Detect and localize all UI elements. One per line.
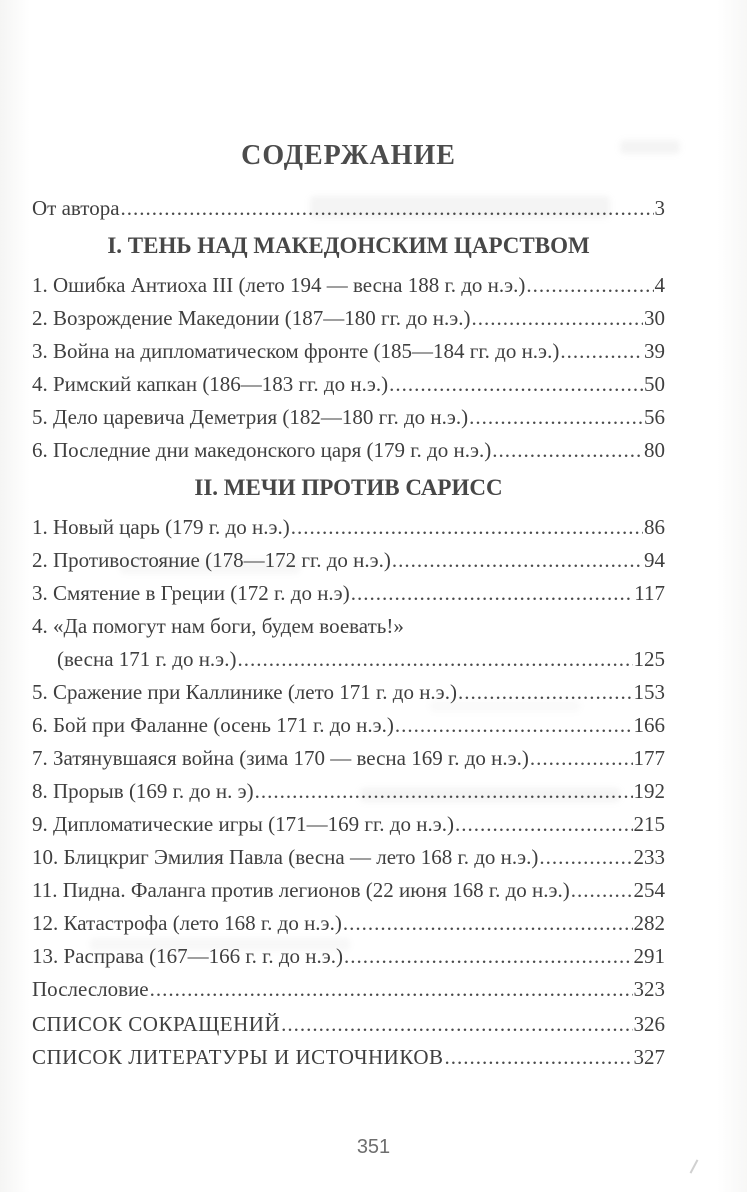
toc-entry-page: 4 — [654, 273, 665, 297]
toc-entry — [32, 977, 665, 1002]
toc-entry — [32, 405, 665, 430]
dot-leader — [150, 977, 633, 1002]
toc-entry — [32, 273, 665, 298]
toc-entry — [32, 944, 665, 969]
toc-entry — [32, 548, 665, 573]
toc-entry-page: 254 — [633, 878, 665, 902]
section-heading: I. ТЕНЬ НАД МАКЕДОНСКИМ ЦАРСТВОМ — [107, 233, 590, 258]
toc-entry-page: 153 — [633, 680, 665, 704]
toc-entry-page: 50 — [644, 372, 665, 396]
dot-leader — [291, 515, 643, 540]
table-of-contents — [32, 140, 665, 1078]
section-heading: II. МЕЧИ ПРОТИВ САРИСС — [194, 475, 503, 500]
toc-entry-page: 233 — [633, 845, 665, 869]
toc-entry-label: 4. Римский капкан (186—183 гг. до н.э.) — [32, 372, 389, 396]
dot-leader — [389, 372, 643, 397]
dot-leader — [492, 438, 643, 463]
dot-leader — [445, 1045, 633, 1070]
toc-entry-label: 4. «Да помогут нам боги, будем воевать!» — [32, 614, 404, 638]
toc-entry-page: 327 — [633, 1045, 665, 1069]
toc-entry-label: 1. Ошибка Антиоха III (лето 194 — весна 188 г. до н.э.) — [32, 273, 526, 297]
toc-entry — [32, 911, 665, 936]
dot-leader — [343, 911, 633, 936]
toc-entry — [32, 647, 665, 672]
toc-entry — [32, 614, 665, 639]
toc-entry-page: 291 — [633, 944, 665, 968]
dot-leader — [530, 746, 633, 771]
toc-entry-label: 8. Прорыв (169 г. до н. э) — [32, 779, 254, 803]
dot-leader — [351, 581, 634, 606]
toc-entry-page: 3 — [654, 196, 665, 220]
toc-entry-page: 166 — [633, 713, 665, 737]
toc-entry-label: 3. Война на дипломатическом фронте (185—184 гг. до н.э.) — [32, 339, 560, 363]
toc-entry — [32, 812, 665, 837]
toc-entry — [32, 746, 665, 771]
toc-entry-label: 6. Последние дни македонского царя (179 г. до н.э.) — [32, 438, 492, 462]
dot-leader — [539, 845, 632, 870]
dot-leader — [255, 779, 633, 804]
toc-entry — [32, 438, 665, 463]
toc-entry-page: 56 — [644, 405, 665, 429]
dot-leader — [281, 1012, 632, 1037]
toc-entry — [32, 306, 665, 331]
toc-entry-label: 11. Пидна. Фаланга против легионов (22 июня 168 г. до н.э.) — [32, 878, 570, 902]
toc-entry-label: 9. Дипломатические игры (171—169 гг. до н.э.) — [32, 812, 454, 836]
dot-leader — [395, 713, 633, 738]
dot-leader — [472, 306, 644, 331]
appendix-list — [32, 1012, 665, 1070]
toc-entry-page: 192 — [633, 779, 665, 803]
toc-entry-page: 80 — [644, 438, 665, 462]
dot-leader — [455, 812, 633, 837]
dot-leader — [344, 944, 632, 969]
toc-entry — [32, 1012, 665, 1037]
toc-entry-label: 5. Дело царевича Деметрия (182—180 гг. до н.э.) — [32, 405, 469, 429]
toc-entry-label: (весна 171 г. до н.э.) — [57, 647, 237, 671]
toc-entry — [32, 196, 665, 221]
toc-entry-page: 30 — [644, 306, 665, 330]
toc-entry-page: 323 — [633, 977, 665, 1001]
scratch-artifact — [690, 1159, 699, 1173]
toc-entry — [32, 779, 665, 804]
toc-entry-label: 1. Новый царь (179 г. до н.э.) — [32, 515, 290, 539]
toc-entry — [32, 713, 665, 738]
dot-leader — [458, 680, 633, 705]
toc-entry — [32, 878, 665, 903]
dot-leader — [469, 405, 643, 430]
toc-body — [32, 196, 665, 1070]
toc-entry-label: 2. Противостояние (178—172 гг. до н.э.) — [32, 548, 391, 572]
toc-entry-page: 282 — [633, 911, 665, 935]
dot-leader — [571, 878, 633, 903]
dot-leader — [560, 339, 643, 364]
toc-entry-label: 6. Бой при Фаланне (осень 171 г. до н.э.) — [32, 713, 394, 737]
toc-entry — [32, 581, 665, 606]
toc-entry-label: Послесловие — [32, 977, 149, 1001]
dot-leader — [392, 548, 643, 573]
toc-entry-page: 117 — [634, 581, 665, 605]
toc-entry-label: СПИСОК СОКРАЩЕНИЙ — [32, 1012, 281, 1036]
toc-entry-page: 125 — [633, 647, 665, 671]
dot-leader — [121, 196, 654, 221]
toc-entry-page: 215 — [633, 812, 665, 836]
toc-entry-label: 3. Смятение в Греции (172 г. до н.э) — [32, 581, 350, 605]
toc-entry — [32, 680, 665, 705]
toc-entry-label: 7. Затянувшаяся война (зима 170 — весна 169 г. до н.э.) — [32, 746, 529, 770]
toc-entry — [32, 372, 665, 397]
toc-entry-page: 94 — [644, 548, 665, 572]
toc-entry — [32, 845, 665, 870]
toc-entry-label: 13. Расправа (167—166 г. г. до н.э.) — [32, 944, 344, 968]
toc-entry-label: 2. Возрождение Македонии (187—180 гг. до н.э.) — [32, 306, 471, 330]
footer-page-number: 351 — [356, 1136, 391, 1158]
toc-entry-page: 39 — [644, 339, 665, 363]
toc-entry-label: 10. Блицкриг Эмилия Павла (весна — лето 168 г. до н.э.) — [32, 845, 539, 869]
toc-entry-page: 177 — [633, 746, 665, 770]
toc-entry-label: СПИСОК ЛИТЕРАТУРЫ И ИСТОЧНИКОВ — [32, 1045, 444, 1069]
toc-entry — [32, 515, 665, 540]
page-title: СОДЕРЖАНИЕ — [241, 140, 456, 171]
toc-entry-label: 5. Сражение при Каллинике (лето 171 г. до н.э.) — [32, 680, 457, 704]
dot-leader — [526, 273, 653, 298]
toc-entry-page: 326 — [633, 1012, 665, 1036]
toc-entry-page: 86 — [644, 515, 665, 539]
toc-entry — [32, 1045, 665, 1070]
toc-entry-label: 12. Катастрофа (лето 168 г. до н.э.) — [32, 911, 342, 935]
toc-entry-label: От автора — [32, 196, 120, 220]
toc-entry — [32, 339, 665, 364]
dot-leader — [237, 647, 632, 672]
